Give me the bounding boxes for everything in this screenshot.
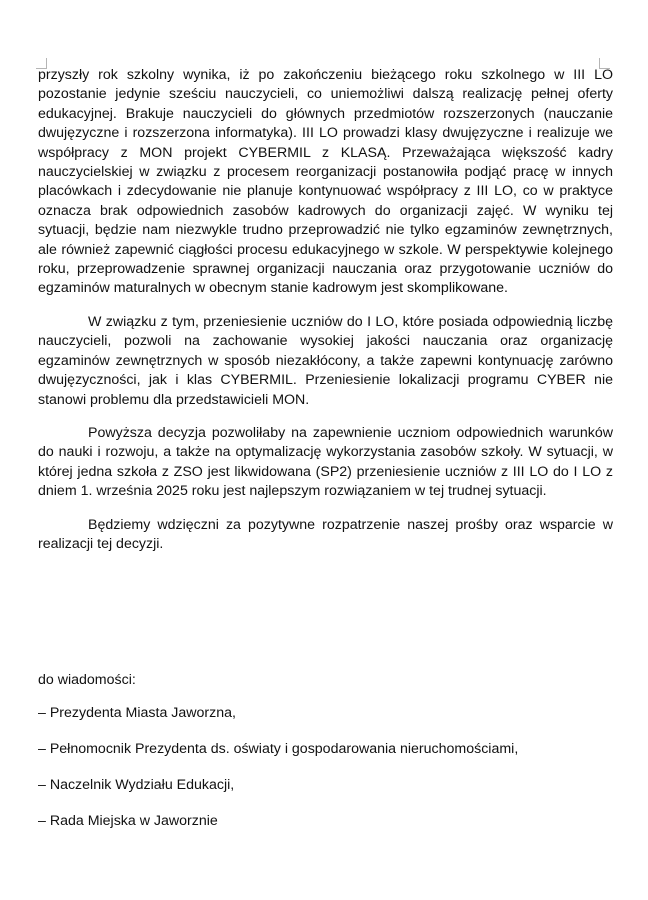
cc-recipient: – Pełnomocnik Prezydenta ds. oświaty i gospodarowania nieruchomościami, — [38, 741, 519, 757]
letter-body — [38, 66, 613, 568]
cc-section — [38, 671, 613, 848]
cc-recipient: – Rada Miejska w Jaworznie — [38, 813, 218, 829]
paragraph-staffing: przyszły rok szkolny wynika, iż po zakończeniu bieżącego roku szkolnego w III LO pozostanie jedynie sześciu nauczycieli, co uniemożliwi dalszą realizację pełnej oferty edukacyjnej. Brakuje nauczycieli do głównych przedmiotów rozszerzonych (nauczanie dwujęzyczne i rozszerzona informatyka). III LO prowadzi klasy dwujęzyczne i realizuje we współpracy z MON projekt CYBERMIL z KLASĄ. Przeważająca większość kadry nauczycielskiej w związku z procesem reorganizacji postanowiła podjąć pracę w innych placówkach i zdecydowanie nie planuje kontynuować współpracy z III LO, co w praktyce oznacza brak odpowiednich zasobów kadrowych do organizacji zajęć. W wyniku tej sytuacji, będzie nam niezwykle trudno przeprowadzić nie tylko egzaminów zewnętrznych, ale również zapewnić ciągłości procesu edukacyjnego w szkole. W perspektywie kolejnego roku, przeprowadzenie sprawnej organizacji nauczania oraz przygotowanie uczniów do egzaminów maturalnych w obecnym stanie kadrowym jest skomplikowane. — [38, 67, 613, 297]
cc-recipient: – Prezydenta Miasta Jaworzna, — [38, 705, 236, 721]
cc-recipient-list — [38, 704, 613, 831]
paragraph-closing: Będziemy wdzięczni za pozytywne rozpatrzenie naszej prośby oraz wsparcie w realizacji tej decyzji. — [38, 516, 613, 552]
paragraph-decision: Powyższa decyzja pozwoliłaby na zapewnienie uczniom odpowiednich warunków do nauki i rozwoju, a także na optymalizację wykorzystania zasobów szkoły. W sytuacji, w której jedna szkoła z ZSO jest likwidowana (SP2) przeniesienie uczniów z III LO do I LO z dniem 1. września 2025 roku jest najlepszym rozwiązaniem w tej trudnej sytuacji. — [38, 424, 613, 500]
cc-recipient: – Naczelnik Wydziału Edukacji, — [38, 777, 235, 793]
paragraph-transfer: W związku z tym, przeniesienie uczniów do I LO, które posiada odpowiednią liczbę nauczycieli, pozwoli na zachowanie wysokiej jakości nauczania oraz organizację egzaminów zewnętrznych w sposób niezakłócony, a także zapewni kontynuację zarówno dwujęzyczności, jak i klas CYBERMIL. Przeniesienie lokalizacji programu CYBER nie stanowi problemu dla przedstawicieli MON. — [38, 313, 613, 408]
cc-title: do wiadomości: — [38, 672, 136, 688]
